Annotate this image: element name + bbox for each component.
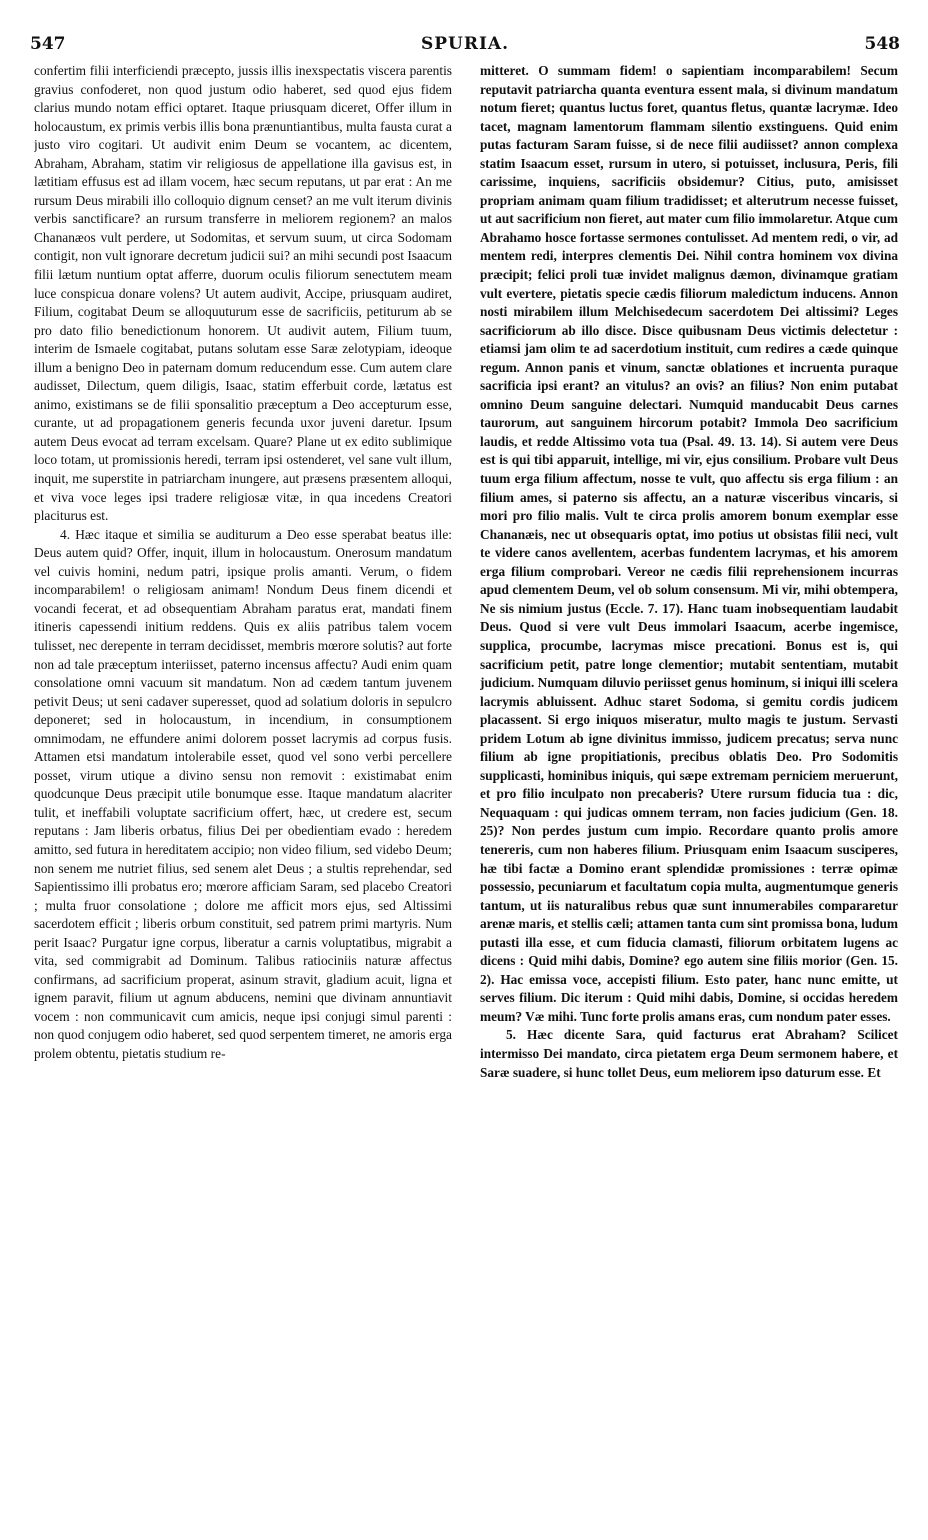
page-number-right: 548	[864, 34, 900, 54]
left-paragraph-1: confertim filii interficiendi præcepto, jussis illis inexspectatis viscera parentis gravius confoderet, non quod justum odio haberet, sed quod ejus fidem clarius mundo notam effici optaret. Itaque priusquam diceret, Offer illum in holocaustum, ex primis verbis illis bona prænuntiantibus, multa fausta curat a justo viro cogitari. Ut audivit enim Deum se vocantem, ac dicentem, Abraham, Abraham, statim vir religiosus de appellatione illa gavisus est, in lætitiam effusus est ad illam vocem, hæc secum reputans, ut par erat : An me rursum Deus mirabili illo colloquio dignum censet? an me vult iterum divinis verbis sanctificare? an rursum transferre in meliorem regionem? an malos Chananæos vult perdere, ut Sodomitas, et servum suum, ut circa Sodomam contigit, non vult ignorare decretum judicii sui? an mihi secundi post Isaacum filii lætum nuntium optat afferre, duorum oculis filiorum senectutem meam luce conspicua donare volens? Ut autem audivit, Accipe, priusquam audiret, Filium, cogitabat Deum se alloquuturum esse de sacrificiis, petiturum ab se pro dato filio benedictionum honorem. Ut audivit autem, Filium tuum, interim de Ismaele cogitabat, putans solutam esse Saræ zelotypiam, ideoque illum a benigno Deo in paternam domum reducendum esse. Cum autem clare audisset, Dilectum, quem diligis, Isaac, statim efferbuit corde, lætatus est animo, existimans se de filii sponsalitio præceptum a Deo accepturum esse, curante, ut ad propagationem generis fecunda uxor juveni daretur. Ipsum autem Deus evocat ad terram excelsam. Quare? Plane ut ex edito sublimique loco totam, ut promissionis heredi, terram ipsi ostenderet, vel sane vult illum, inquit, me superstite in patriarcham inungere, aut præsens præsentem alloqui, et viva voce leges ipsi tradere religiosæ vitæ, in qua incedens Creatori placiturus est.	[34, 63, 452, 524]
left-paragraph-2: 4. Hæc itaque et similia se auditurum a Deo esse sperabat beatus ille: Deus autem quid? Offer, inquit, illum in holocaustum. Onerosum mandatum vel cuivis homini, nedum patri, ipsique prolis amanti. Verum, o fidem incomparabilem! o religiosam animam! Nondum Deus finem dicendi et vocandi fecerat, et ad obsequentiam Abraham paratus erat, mandati finem itineris capessendi initium reddens. Quis ex aliis patribus talem vocem tulisset, nec derepente in terram decidisset, membris mœrore solutis? aut forte non ad tale præceptum interiisset, paterno incensus affectu? Audi enim quam consolatione omni vacuum sit mandatum. Non ad cædem tantum juvenem petivit Deus; ut seni cadaver superesset, quod ad solatium doloris in sepulcro deponeret; sed in holocaustum, in incendium, in consumptionem omnimodam, ne effundere animi dolorem posset lacrymis ad corpus fusis. Attamen etsi mandatum intolerabile esset, quod vel sono verbi percellere posset, virum utique a divino sensu non removit : existimabat enim quodcunque Deus præcipit utile bonumque esse. Itaque mandatum alacriter tulit, et ineffabili voluptate sacrificium offert, hæc, ut credere est, secum reputans : Jam liberis orbatus, filius Dei per obedientiam evado : heredem amitto, sed futura in hereditatem accipio; non video filium, sed videbo Deum; non senem me nutriet filius, sed senem alet Deus ; a stultis reprehendar, sed Sapientissimo illi probatus ero; mœrore afficiam Saram, sed placebo Creatori ; multa fruor consolatione ; dolore me afficit mors ejus, sed Altissimi sacerdotem efficit ; liberis orbum constituit, sed patrem primi martyris. Num perit Isaac? Purgatur igne corpus, liberatur a carnis voluptatibus, migrabit a vita, sed commigrabit ad Dominum. Talibus ratiociniis naturæ affectus confirmans, ad sacrificium properat, asinum stravit, gladium acuit, ligna et ignem paravit, filium ut agnum abducens, nemini que divinam annuntiavit vocem : non communicavit cum amicis, neque ipsi conjugi simul parenti : non quod conjugem odio haberet, sed quod serpentem timeret, ne amoris erga prolem obtentu, pietatis studium re-	[34, 526, 452, 1061]
left-column	[34, 62, 452, 1522]
right-paragraph-1: mitteret. O summam fidem! o sapientiam incomparabilem! Secum reputavit patriarcha quanta eventura essent mala, si divinum mandatum notum fieret; quantus luctus foret, quantus fletus, quantæ lacrymæ. Ideo tacet, magnam lamentorum flammam silentio exstinguens. Quid enim putas facturam Saram fuisse, si de nece filii audiisset? annon complexa statim Isaacum esset, rursum in utero, si potuisset, inclusura, Peris, fili carissime, inquiens, sacrificiis obsidemur? Citius, puto, amisisset propriam animam quam filium tradidisset; et alterutrum necesse fuisset, ut aut sacrificium non fieret, aut mater cum filio immolaretur. Atque cum Abrahamo hosce fortasse sermones contulisset. Ad mentem redi, o vir, ad mentem redi, interpres clementis Dei. Nihil contra hominem vox divina præcipit; felici proli tuæ invidet malignus dæmon, divinamque gratiam vult evertere, pietatis specie cædis filiorum maledictum inducens. Annon nosti mirabilem illum Melchisedecum sacerdotem Dei altissimi? Leges sacrificiorum ab illo disce. Disce quibusnam Deus victimis delectetur : etiamsi jam olim te ad sacerdotium instituit, cum redires a cæde quinque regum. Annon panis et vinum, sanctæ oblationes et incruenta puraque sacrificia ipsi erant? an vitulus? an ovis? an filius? Non enim putabat omnino Deum sanguine delectari. Numquid manducabit Deus carnes taurorum, aut sanguinem hircorum potabit? Immola Deo sacrificium laudis, et redde Altissimo vota tua (Psal. 49. 13. 14). Si autem vere Deus est is qui tibi apparuit, intellige, mi vir, ejus consilium. Probare vult Deus tuum erga filium affectum, nosse te vult, quo affectu sis erga filium : an filium ames, si paterno sis affectu, an a naturæ visceribus vincaris, si mori pro filio malis. Vult te circa prolis amorem bonum exemplar esse Chananæis, nec ut obsequaris optat, imo potius ut obsistas filii neci, vult te videre canos avellentem, acerbas fundentem lacrymas, et his amorem erga filium comprobari. Vereor ne cædis filii reprehensionem incurras apud clementem Deum, vel ob solum consensum. Mi vir, mihi obtempera, Ne sis nimium justus (Eccle. 7. 17). Hanc tuam inobsequentiam laudabit Deus. Quod si vere vult Deus immolari Isaacum, acerbe ingemisce, supplica, procumbe, lacrymas misce precationi. Bonus est is, qui sacrificium petit, patre longe clementior; mutabit sententiam, mutabit judicium. Numquam diluvio periisset genus hominum, si iniqui illi scelera lacrymis abluissent. Adhuc staret Sodoma, si gemitu cordis judicem placassent. Si ergo iniquos miseratur, multo magis te justum. Servasti pridem Lotum ab igne divinitus immisso, judicem precatus; serva nunc filium ab igne propitiationis, precibus oblatis Deo. Pro Sodomitis supplicasti, hominibus iniquis, qui sæpe extremam perniciem meruerunt, et pro filio inculpato non precaberis? Utere rursum fiducia tua : dic, Nequaquam : qui judicas omnem terram, non facies judicium (Gen. 18. 25)? Non perdes justum cum impio. Recordare quanto prolis amore tenereris, cum non haberes filium. Priusquam enim Isaacum susciperes, hæ tibi factæ a Domino erant splendidæ promissiones : terræ opimæ possessio, pecuniarum et facultatum copia multa, augmentumque generis tantum, ut iis naturalibus rebus quæ sunt innumerabiles compararetur arenæ maris, et stellis cæli; attamen tanta cum sint promissa bona, ludum putasti illa esse, et cum fiducia clamasti, filiorum orbitatem lugens ac dicens : Quid mihi dabis, Domine? ego autem sine filiis morior (Gen. 15. 2). Hac emissa voce, accepisti filium. Esto pater, hanc nunc emitte, ut serves filium. Dic iterum : Quid mihi dabis, Domine, si occidas heredem meum? Væ mihi. Tunc forte prolis amans eras, cum nondum pater esses.	[480, 63, 898, 1024]
running-title: SPURIA.	[420, 34, 510, 54]
page-number-left: 547	[30, 34, 66, 54]
right-paragraph-2: 5. Hæc dicente Sara, quid facturus erat Abraham? Scilicet intermisso Dei mandato, circa pietatem erga Deum sermonem habere, et Saræ suadere, si hunc tollet Deus, eum meliorem ipso daturum esse. Et	[480, 1027, 898, 1080]
running-header	[30, 34, 900, 58]
right-column	[480, 62, 898, 1522]
